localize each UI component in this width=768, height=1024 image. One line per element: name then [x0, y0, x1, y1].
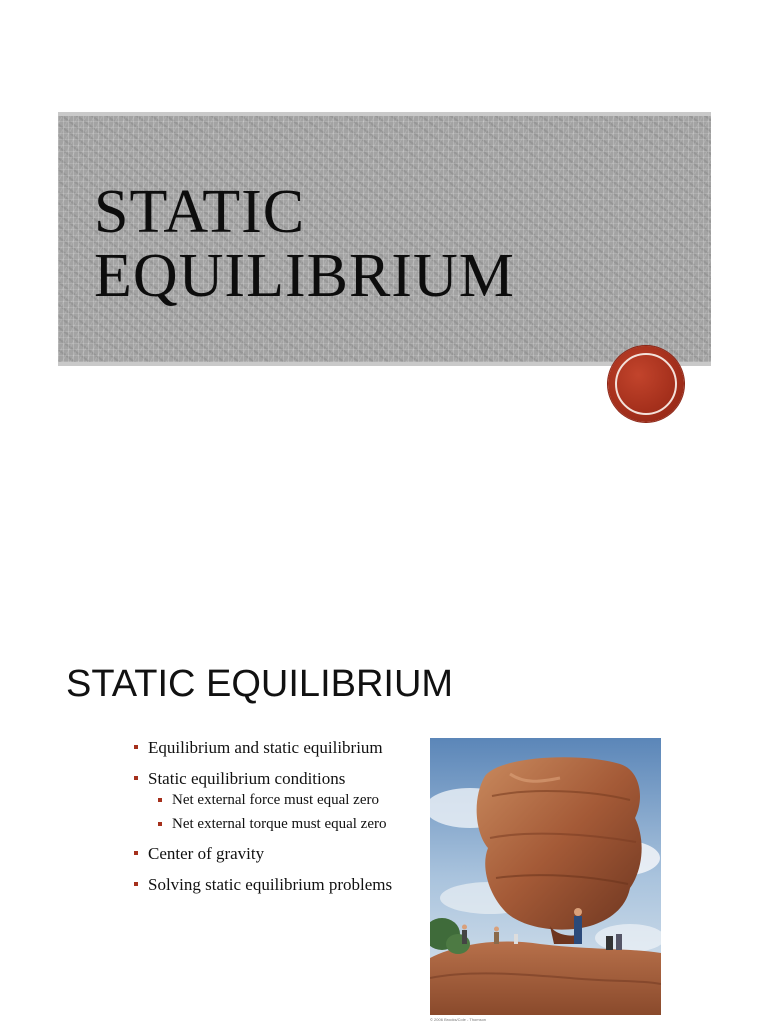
bullet-item: [134, 844, 404, 863]
title-band: [58, 112, 711, 366]
red-circle-badge-icon: [608, 346, 684, 422]
sub-bullet-item: Net external torque must equal zero: [158, 816, 404, 832]
bullet-item: [134, 738, 404, 757]
bullet-item: [134, 769, 404, 832]
slide-title-line2: EQUILIBRIUM: [94, 242, 515, 310]
bullet-text: Solving static equilibrium problems: [148, 875, 393, 894]
content-slide-title: STATIC EQUILIBRIUM: [66, 663, 454, 705]
photo-caption: © 2006 Brooks/Cole - Thomson: [430, 1017, 487, 1022]
slide-title: [94, 180, 515, 308]
bullet-text: Center of gravity: [148, 844, 265, 863]
sub-bullet-item: Net external force must equal zero: [158, 792, 404, 808]
bullet-text: Equilibrium and static equilibrium: [148, 738, 383, 757]
slide-title-line1: STATIC: [94, 178, 306, 246]
balanced-rock-photo: [430, 738, 661, 1015]
bullet-text: Static equilibrium conditions: [148, 769, 346, 788]
sub-bullet-list: [148, 792, 404, 832]
content-slide: [0, 512, 768, 1024]
bullet-list: [134, 738, 404, 906]
bullet-item: [134, 875, 404, 894]
